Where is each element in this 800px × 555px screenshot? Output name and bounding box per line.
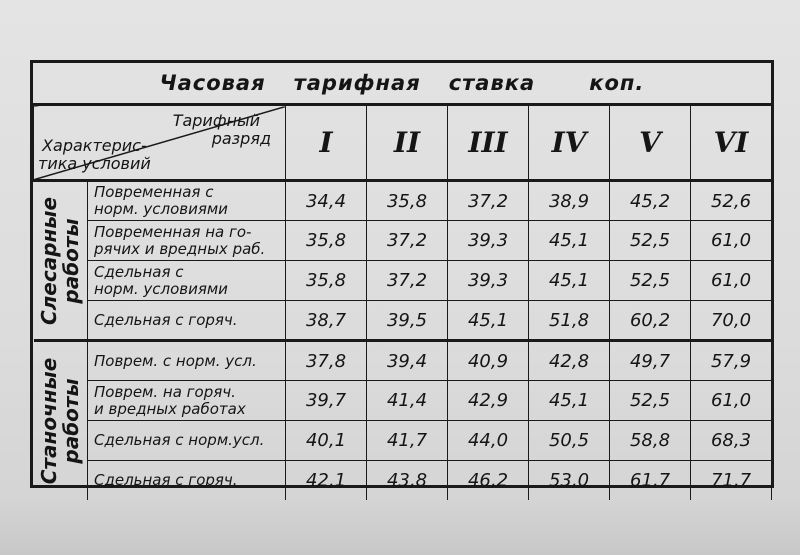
table-row — [34, 341, 772, 381]
rate-value: 61,7 — [610, 461, 691, 501]
grade-header: II — [367, 105, 448, 181]
rate-value: 38,9 — [529, 181, 610, 221]
rate-value: 53,0 — [529, 461, 610, 501]
condition-cell: Повременная на го- рячих и вредных раб. — [88, 221, 286, 261]
rate-value: 43,8 — [367, 461, 448, 501]
rate-value: 70,0 — [691, 301, 772, 341]
rate-value: 37,2 — [367, 261, 448, 301]
rate-value: 61,0 — [691, 261, 772, 301]
rate-value: 37,2 — [367, 221, 448, 261]
grade-header: IV — [529, 105, 610, 181]
rate-value: 57,9 — [691, 341, 772, 381]
table-row — [34, 301, 772, 341]
tariff-table-frame — [30, 60, 774, 491]
rate-value: 71,7 — [691, 461, 772, 501]
grade-header: V — [610, 105, 691, 181]
rate-value: 50,5 — [529, 421, 610, 461]
title-unit: коп. — [589, 71, 645, 95]
rate-value: 35,8 — [286, 221, 367, 261]
rate-value: 58,8 — [610, 421, 691, 461]
rate-value: 35,8 — [367, 181, 448, 221]
rate-value: 39,4 — [367, 341, 448, 381]
table-row — [34, 461, 772, 501]
condition-cell: Поврем. с норм. усл. — [88, 341, 286, 381]
rate-value: 52,6 — [691, 181, 772, 221]
group-label-cell — [34, 181, 88, 341]
rate-value: 52,5 — [610, 381, 691, 421]
rate-value: 68,3 — [691, 421, 772, 461]
condition-cell: Поврем. на горяч. и вредных работах — [88, 381, 286, 421]
rate-value: 35,8 — [286, 261, 367, 301]
rate-value: 52,5 — [610, 221, 691, 261]
rate-value: 45,1 — [529, 261, 610, 301]
rate-value: 40,1 — [286, 421, 367, 461]
table-row — [34, 181, 772, 221]
condition-cell: Сдельная с горяч. — [88, 461, 286, 501]
paper-bottom-edge — [0, 500, 800, 555]
rate-value: 49,7 — [610, 341, 691, 381]
rate-value: 45,1 — [448, 301, 529, 341]
title-word-1: Часовая — [159, 71, 266, 95]
grade-header: VI — [691, 105, 772, 181]
rate-value: 46,2 — [448, 461, 529, 501]
rate-value: 34,4 — [286, 181, 367, 221]
rate-value: 39,5 — [367, 301, 448, 341]
table-row — [34, 381, 772, 421]
rate-value: 42,8 — [529, 341, 610, 381]
condition-cell: Сдельная с горяч. — [88, 301, 286, 341]
corner-bottom-label: Характерис- тика условий — [38, 136, 151, 173]
title-word-2: тарифная — [293, 71, 421, 95]
table-row — [34, 421, 772, 461]
corner-cell — [34, 105, 286, 181]
rate-value: 37,2 — [448, 181, 529, 221]
rate-value: 52,5 — [610, 261, 691, 301]
rate-value: 45,1 — [529, 381, 610, 421]
group-label-cell — [34, 341, 88, 501]
rate-value: 39,3 — [448, 221, 529, 261]
title-word-3: ставка — [448, 71, 536, 95]
corner-top-label: Тарифный разряд — [172, 111, 271, 148]
table-title — [33, 63, 771, 103]
rate-value: 39,3 — [448, 261, 529, 301]
rate-value: 44,0 — [448, 421, 529, 461]
table-row — [34, 221, 772, 261]
condition-cell: Сдельная с норм. условиями — [88, 261, 286, 301]
rate-value: 61,0 — [691, 221, 772, 261]
rate-value: 61,0 — [691, 381, 772, 421]
rate-value: 45,1 — [529, 221, 610, 261]
rate-value: 42,1 — [286, 461, 367, 501]
rate-value: 60,2 — [610, 301, 691, 341]
rate-value: 42,9 — [448, 381, 529, 421]
table-row — [34, 261, 772, 301]
rate-value: 37,8 — [286, 341, 367, 381]
grade-header: I — [286, 105, 367, 181]
header-row — [34, 105, 772, 181]
condition-cell: Сдельная с норм.усл. — [88, 421, 286, 461]
rate-value: 39,7 — [286, 381, 367, 421]
condition-cell: Повременная с норм. условиями — [88, 181, 286, 221]
rate-value: 45,2 — [610, 181, 691, 221]
group-label: Станочные работы — [37, 357, 84, 485]
grade-header: III — [448, 105, 529, 181]
rate-value: 40,9 — [448, 341, 529, 381]
rate-value: 41,7 — [367, 421, 448, 461]
group-label: Слесарные работы — [37, 196, 84, 325]
rate-value: 38,7 — [286, 301, 367, 341]
rate-value: 41,4 — [367, 381, 448, 421]
tariff-table — [33, 103, 772, 501]
rate-value: 51,8 — [529, 301, 610, 341]
